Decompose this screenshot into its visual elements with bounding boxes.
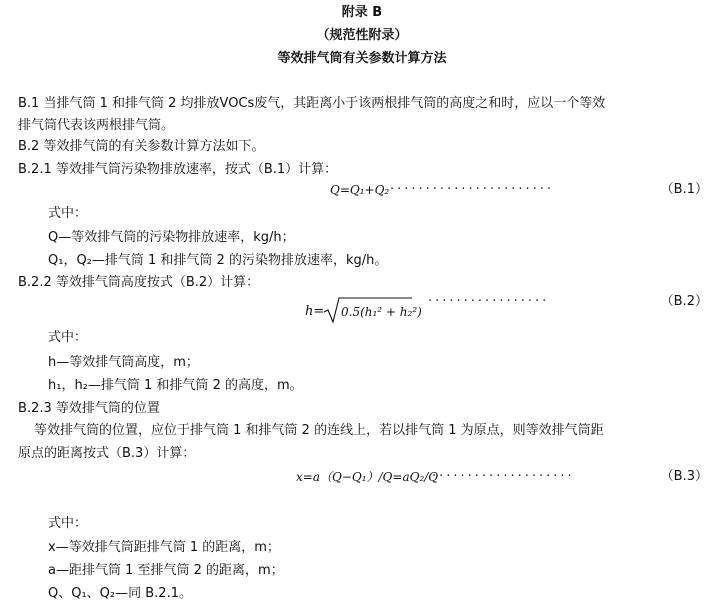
formula-b3-dots: ···················· bbox=[432, 469, 575, 484]
formula-b2-radicand: 0.5(h₁² + h₂²) bbox=[341, 305, 422, 319]
b21-def-q1-q2: Q₁，Q₂—排气筒 1 和排气筒 2 的污染物排放速率，kg/h。 bbox=[48, 253, 388, 268]
appendix-label: 附录 B bbox=[341, 5, 383, 20]
b21-where: 式中： bbox=[48, 206, 88, 221]
b22-heading: B.2.2 等效排气筒高度按式（B.2）计算： bbox=[18, 275, 260, 290]
b23-body-line1: 等效排气筒的位置，应位于排气筒 1 和排气筒 2 的连线上，若以排气筒 1 为原点，则等效排气筒距 bbox=[34, 423, 604, 438]
para-b1-line1: B.1 当排气筒 1 和排气筒 2 均排放VOCs废气，其距离小于该两根排气筒的高度之和时，应以一个等效 bbox=[18, 96, 606, 111]
b22-def-h: h—等效排气筒高度，m； bbox=[48, 355, 199, 370]
document-title: 等效排气筒有关参数计算方法 bbox=[277, 51, 447, 66]
b21-heading: B.2.1 等效排气筒污染物排放速率，按式（B.1）计算： bbox=[18, 162, 338, 177]
b23-def-x: x—等效排气筒距排气筒 1 的距离，m； bbox=[48, 540, 280, 555]
para-b2: B.2 等效排气筒的有关参数计算方法如下。 bbox=[18, 139, 265, 154]
equation-number-b1: （B.1） bbox=[660, 182, 708, 197]
b23-heading: B.2.3 等效排气筒的位置 bbox=[18, 401, 160, 416]
b23-def-q: Q、Q₁、Q₂—同 B.2.1。 bbox=[48, 586, 192, 601]
equation-number-b3: （B.3） bbox=[660, 469, 708, 484]
b22-where: 式中： bbox=[48, 330, 88, 345]
equation-number-b2: （B.2） bbox=[660, 294, 708, 309]
b22-def-h1-h2: h₁，h₂—排气筒 1 和排气筒 2 的高度，m。 bbox=[48, 378, 303, 393]
b23-where: 式中： bbox=[48, 516, 88, 531]
b21-def-q: Q—等效排气筒的污染物排放速率，kg/h； bbox=[48, 230, 295, 245]
b23-body-line2: 原点的距离按式（B.3）计算： bbox=[18, 446, 196, 461]
formula-b1: Q=Q₁+Q₂ bbox=[330, 183, 390, 197]
b23-def-a: a—距排气筒 1 至排气筒 2 的距离，m； bbox=[48, 563, 284, 578]
formula-b1-dots: ······················· bbox=[390, 182, 555, 197]
formula-b2-dots: ················· bbox=[428, 294, 550, 309]
normative-label: （规范性附录） bbox=[316, 28, 408, 43]
para-b1-line2: 排气筒代表该两根排气筒。 bbox=[18, 118, 175, 133]
formula-b3: x=a（Q−Q₁）/Q=aQ₂/Q bbox=[296, 470, 439, 484]
formula-b2-lhs: h= bbox=[305, 304, 325, 319]
